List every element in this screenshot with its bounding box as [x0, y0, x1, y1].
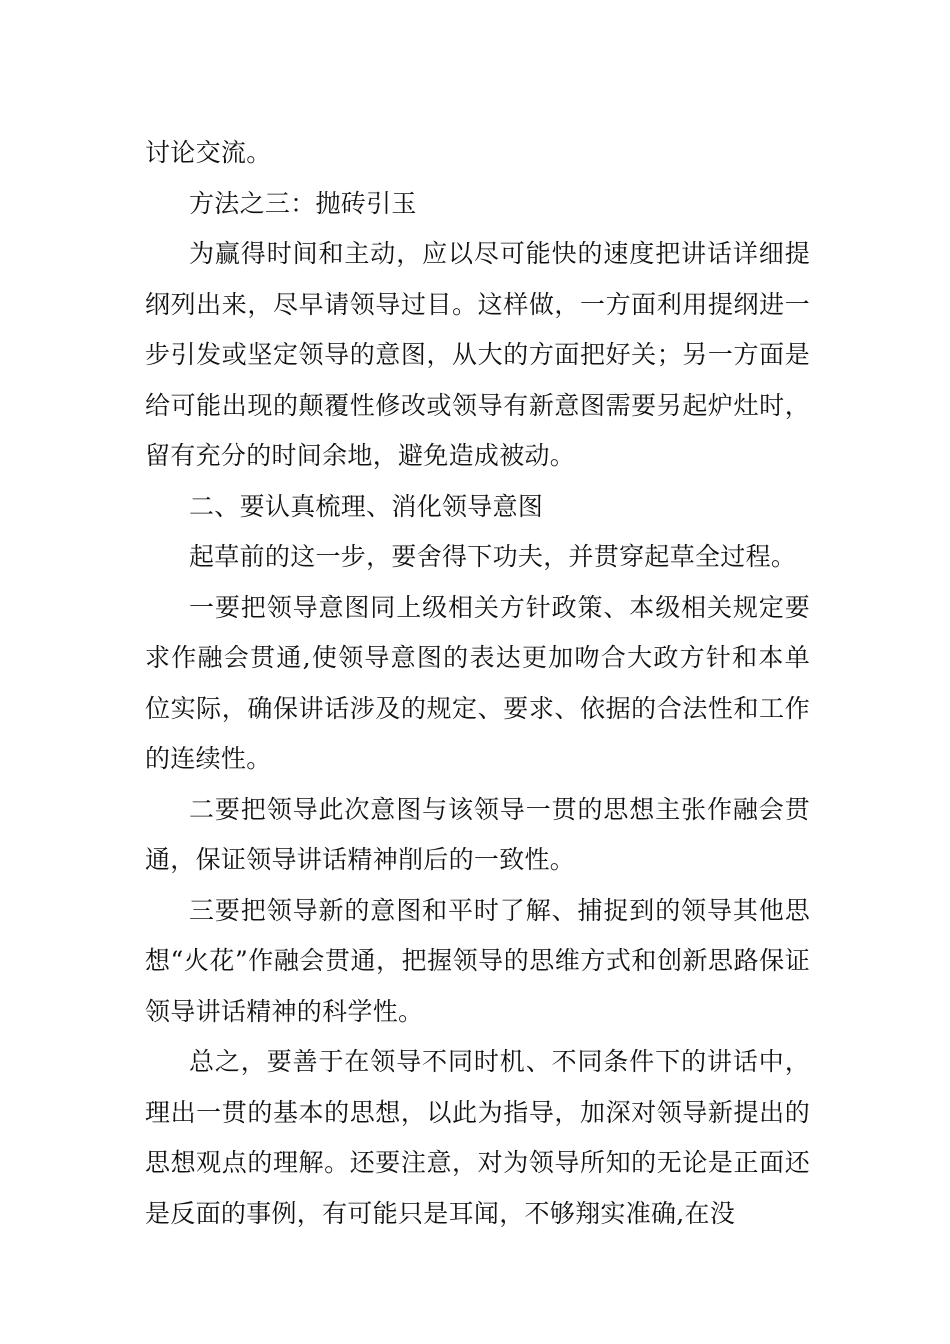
paragraph-5: 起草前的这一步，要舍得下功夫，并贯穿起草全过程。	[189, 542, 797, 571]
paragraph-7: 二要把领导此次意图与该领导一贯的思想主张作融会贯通，保证领导讲话精神削后的一致性。	[145, 794, 810, 874]
paragraph-9: 总之，要善于在领导不同时机、不同条件下的讲话中，理出一贯的基本的思想，以此为指导，加深对领导新提出的思想观点的理解。还要注意，对为领导所知的无论是正面还是反面的事例，有可能只是耳闻，不够翔实准确,在没	[145, 1047, 810, 1228]
paragraph-8: 三要把领导新的意图和平时了解、捕捉到的领导其他思想“火花”作融会贯通，把握领导的思维方式和创新思路保证领导讲话精神的科学性。	[145, 895, 810, 1026]
heading-method-three: 方法之三：抛砖引玉	[189, 188, 417, 218]
paragraph-6: 一要把领导意图同上级相关方针政策、本级相关规定要求作融会贯通,使领导意图的表达更加吻合大政方针和本单位实际，确保讲话涉及的规定、要求、依据的合法性和工作的连续性。	[145, 592, 810, 773]
paragraph-1: 讨论交流。	[145, 138, 272, 167]
document-body	[145, 128, 810, 1239]
paragraph-3: 为赢得时间和主动，应以尽可能快的速度把讲话详细提纲列出来，尽早请领导过目。这样做，一方面利用提纲进一步引发或坚定领导的意图，从大的方面把好关；另一方面是给可能出现的颠覆性修改或领导有新意图需要另起炉灶时，留有充分的时间余地，避免造成被动。	[145, 239, 810, 470]
heading-section-two: 二、要认真梳理、消化领导意图	[189, 491, 544, 521]
